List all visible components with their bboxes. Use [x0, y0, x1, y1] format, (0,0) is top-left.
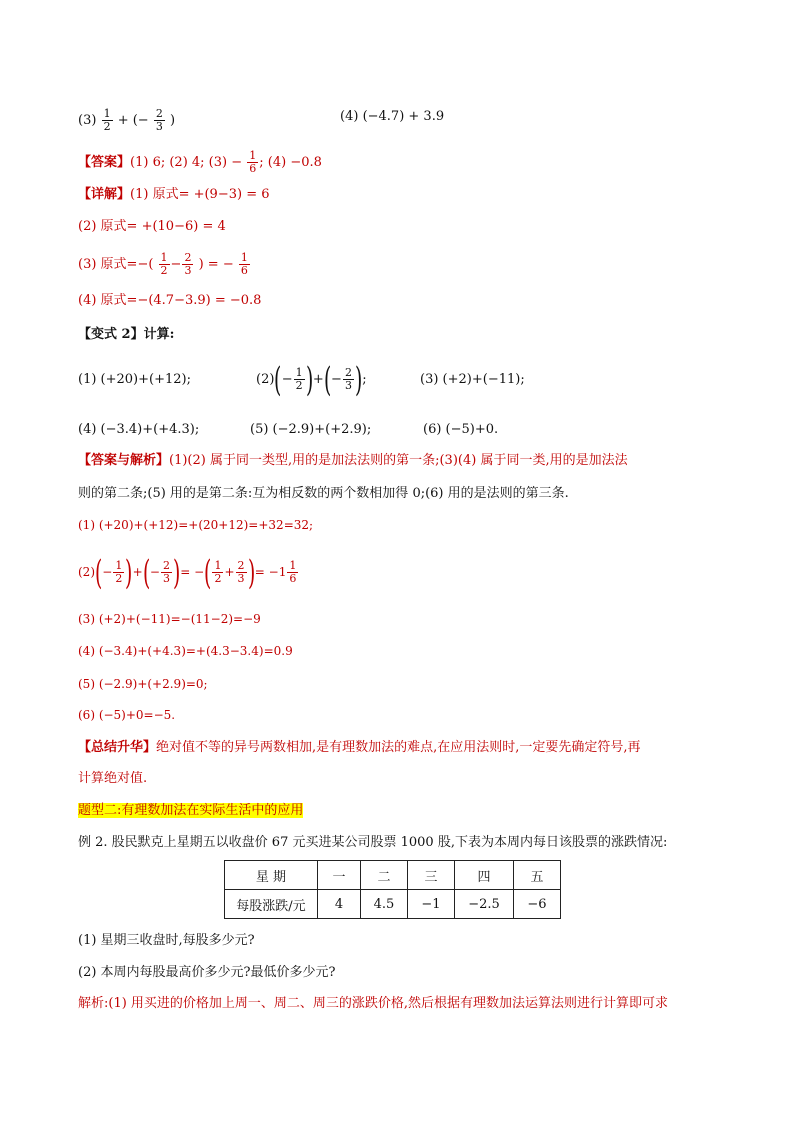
fraction: [343, 367, 354, 392]
numerator: 1: [289, 559, 297, 572]
right-paren: ): [125, 552, 133, 593]
operator: +: [224, 565, 235, 579]
operator: ): [169, 113, 176, 128]
numerator: 2: [344, 366, 352, 379]
denominator: 6: [240, 264, 248, 277]
numerator: 1: [240, 251, 248, 264]
fraction: [236, 560, 247, 585]
right-paren: ): [305, 359, 313, 400]
right-paren: ): [172, 552, 181, 593]
fraction: [182, 252, 193, 277]
analysis-tag: 【答案与解析】: [78, 453, 170, 468]
detail-line-1: [78, 186, 270, 204]
variant-p6: (6) (−5)+0.: [423, 422, 499, 437]
solution-2: (2)(− $\frac{1}{2}$ )+(− $\frac{2}{3}$ )= −( $\frac{1}{2}$ + $\frac{2}{3}$ )= −1 $\frac{1}{6}$: [78, 552, 297, 593]
fraction: [247, 150, 258, 175]
answer-tag: 【答案】: [78, 155, 131, 170]
problem-3: [78, 108, 175, 133]
summary-line-2: 计算绝对值.: [78, 771, 148, 786]
solution-2-label: (2): [78, 565, 95, 579]
table-cell: −2.5: [455, 890, 514, 919]
table-cell: −6: [514, 890, 561, 919]
analysis-line-1: [78, 452, 628, 470]
left-paren: (: [274, 359, 282, 400]
fraction: [294, 367, 305, 392]
problem-4: [340, 108, 444, 126]
operator: −: [170, 257, 182, 272]
variant-p4: (4) (−3.4)+(+4.3);: [78, 422, 200, 437]
solution-text: 解析:(1) 用买进的价格加上周一、周二、周三的涨跌价格,然后根据有理数加法运算法则进行计算即可求: [78, 996, 669, 1011]
fraction: [154, 108, 165, 133]
table-header: 一: [318, 861, 361, 890]
numerator: 1: [295, 366, 303, 379]
denominator: 3: [162, 572, 170, 585]
answer-text: ; (4) −0.8: [259, 155, 322, 170]
denominator: 3: [155, 120, 163, 133]
variant-p2: (2)(− $\frac{1}{2}$ )+(− $\frac{2}{3}$ );: [256, 359, 367, 400]
operator: = −: [180, 565, 205, 579]
table-cell: −1: [408, 890, 455, 919]
operator: = −1: [254, 565, 287, 579]
fraction: [287, 560, 298, 585]
denominator: 2: [214, 572, 222, 585]
summary-line-1: [78, 739, 641, 757]
summary-text: 绝对值不等的异号两数相加,是有理数加法的难点,在应用法则时,一定要先确定符号,再: [156, 740, 641, 755]
analysis-line-2: 则的第二条;(5) 用的是第二条:互为相反数的两个数相加得 0;(6) 用的是法则的第三条.: [78, 486, 569, 501]
fraction: [239, 252, 250, 277]
answer-text: (1) 6; (2) 4; (3) −: [130, 155, 243, 170]
fraction: [159, 252, 170, 277]
numerator: 1: [115, 559, 123, 572]
example-text: 例 2. 股民默克上星期五以收盘价 67 元买进某公司股票 1000 股,下表为本周内每日该股票的涨跌情况:: [78, 835, 668, 850]
solution-3: (3) (+2)+(−11)=−(11−2)=−9: [78, 612, 261, 626]
detail-tag: 【详解】: [78, 187, 131, 202]
problem-4-expr: (−4.7) + 3.9: [362, 109, 445, 124]
denominator: 2: [295, 379, 303, 392]
numerator: 1: [103, 107, 111, 120]
problem-3-label: (3): [78, 113, 97, 128]
table-row: [225, 861, 561, 890]
left-paren: (: [204, 552, 212, 593]
denominator: 3: [184, 264, 192, 277]
detail-text: (1) 原式= +(9−3) = 6: [130, 187, 270, 202]
detail-text: ) = −: [198, 257, 234, 272]
punct: ;: [362, 372, 367, 387]
denominator: 6: [289, 572, 297, 585]
fraction: [102, 108, 113, 133]
solution-1: (1) (+20)+(+12)=+(20+12)=+32=32;: [78, 518, 314, 532]
solution-6: (6) (−5)+0=−5.: [78, 708, 176, 722]
denominator: 2: [160, 264, 168, 277]
numerator: 1: [160, 251, 168, 264]
solution-4: (4) (−3.4)+(+4.3)=+(4.3−3.4)=0.9: [78, 644, 293, 658]
denominator: 3: [237, 572, 245, 585]
right-paren: ): [354, 359, 363, 400]
variant-p3: (3) (+2)+(−11);: [420, 372, 525, 387]
section-title: [78, 802, 303, 820]
left-paren: (: [142, 552, 150, 593]
section-title-text: 题型二:有理数加法在实际生活中的应用: [78, 803, 304, 818]
fraction: [113, 560, 124, 585]
detail-line-3: [78, 252, 251, 277]
table-header: 四: [455, 861, 514, 890]
table-cell: 4.5: [361, 890, 408, 919]
right-paren: ): [247, 552, 255, 593]
analysis-text: (1)(2) 属于同一类型,用的是加法法则的第一条;(3)(4) 属于同一类,用的是加法法: [169, 453, 628, 468]
variant-p5: (5) (−2.9)+(+2.9);: [250, 422, 372, 437]
denominator: 2: [103, 120, 111, 133]
left-paren: (: [323, 359, 332, 400]
numerator: 2: [162, 559, 170, 572]
denominator: 3: [344, 379, 352, 392]
fraction: [212, 560, 223, 585]
numerator: 2: [155, 107, 163, 120]
fraction: [161, 560, 172, 585]
solution-5: (5) (−2.9)+(+2.9)=0;: [78, 677, 208, 691]
table-row-label: 每股涨跌/元: [225, 890, 318, 919]
stock-change-table: [224, 860, 561, 919]
table-row: [225, 890, 561, 919]
detail-line-4: (4) 原式=−(4.7−3.9) = −0.8: [78, 293, 262, 308]
numerator: 1: [249, 149, 257, 162]
table-header: 三: [408, 861, 455, 890]
question-1: (1) 星期三收盘时,每股多少元?: [78, 933, 255, 948]
detail-text: (3) 原式=−(: [78, 257, 154, 272]
variant-heading: 【变式 2】计算:: [78, 327, 175, 342]
detail-line-2: (2) 原式= +(10−6) = 4: [78, 219, 226, 234]
numerator: 2: [237, 559, 245, 572]
answer-line: [78, 150, 322, 175]
table-header: 五: [514, 861, 561, 890]
numerator: 1: [214, 559, 222, 572]
variant-p2-label: (2): [256, 372, 275, 387]
question-2: (2) 本周内每股最高价多少元?最低价多少元?: [78, 965, 336, 980]
summary-tag: 【总结升华】: [78, 740, 157, 755]
variant-p1: (1) (+20)+(+12);: [78, 372, 191, 387]
numerator: 2: [184, 251, 192, 264]
problem-4-label: (4): [340, 109, 359, 124]
left-paren: (: [94, 552, 103, 593]
table-cell: 4: [318, 890, 361, 919]
operator: + (−: [117, 113, 149, 128]
table-header: 二: [361, 861, 408, 890]
denominator: 2: [115, 572, 123, 585]
table-header: 星 期: [225, 861, 318, 890]
denominator: 6: [249, 162, 257, 175]
